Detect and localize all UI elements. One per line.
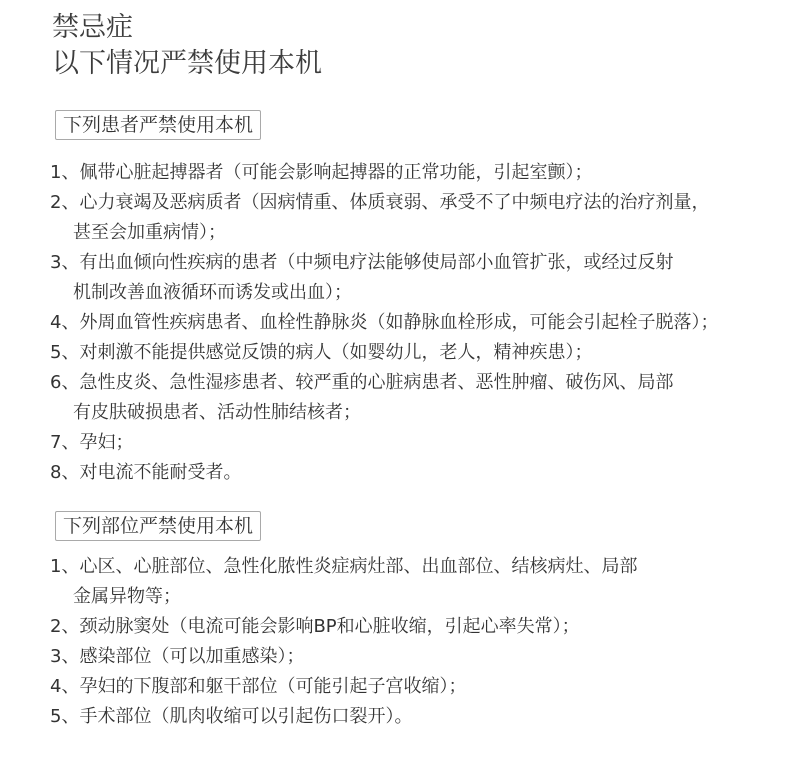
list-item-continuation: 金属异物等； [73,586,181,607]
list-item [50,702,637,732]
list-patients [50,158,718,488]
list-item [50,642,637,672]
list-item-text: 4、外周血管性疾病患者、血栓性静脉炎（如静脉血栓形成，可能会引起栓子脱落）； [50,312,719,333]
list-item [50,188,718,248]
list-item-text: 5、手术部位（肌肉收缩可以引起伤口裂开）。 [50,706,413,727]
list-item-text: 8、对电流不能耐受者。 [50,462,242,483]
list-item-text: 6、急性皮炎、急性湿疹患者、较严重的心脏病患者、恶性肿瘤、破伤风、局部 [50,372,674,393]
list-item-text: 3、有出血倾向性疾病的患者（中频电疗法能够使局部小血管扩张，或经过反射 [50,252,674,273]
list-item-text: 2、心力衰竭及恶病质者（因病情重、体质衰弱、承受不了中频电疗法的治疗剂量， [50,192,710,213]
list-item-text: 3、感染部位（可以加重感染）； [50,646,305,667]
list-body-parts [50,552,637,732]
list-item-text: 1、佩带心脏起搏器者（可能会影响起搏器的正常功能，引起室颤）； [50,162,593,183]
list-item [50,552,637,612]
section-title-body-parts: 下列部位严禁使用本机 [55,511,261,541]
list-item [50,612,637,642]
list-item-text: 2、颈动脉窦处（电流可能会影响BP和心脏收缩，引起心率失常）； [50,616,580,637]
list-item-continuation: 有皮肤破损患者、活动性肺结核者； [73,402,361,423]
list-item [50,458,718,488]
list-item-text: 5、对刺激不能提供感觉反馈的病人（如婴幼儿，老人，精神疾患）； [50,342,593,363]
list-item [50,368,718,428]
list-item [50,308,718,338]
list-item [50,338,718,368]
list-item-text: 1、心区、心脏部位、急性化脓性炎症病灶部、出血部位、结核病灶、局部 [50,556,638,577]
list-item-text: 7、孕妇； [50,432,134,453]
page-heading [52,10,322,82]
list-item-continuation: 甚至会加重病情）； [73,222,226,243]
list-item [50,158,718,188]
list-item [50,428,718,458]
page-title: 禁忌症 [52,12,133,43]
list-item-text: 4、孕妇的下腹部和躯干部位（可能引起子宫收缩）； [50,676,467,697]
list-item-continuation: 机制改善血液循环而诱发或出血）； [73,282,352,303]
list-item [50,672,637,702]
list-item [50,248,718,308]
section-title-patients: 下列患者严禁使用本机 [55,110,261,140]
page-subtitle: 以下情况严禁使用本机 [52,48,322,79]
